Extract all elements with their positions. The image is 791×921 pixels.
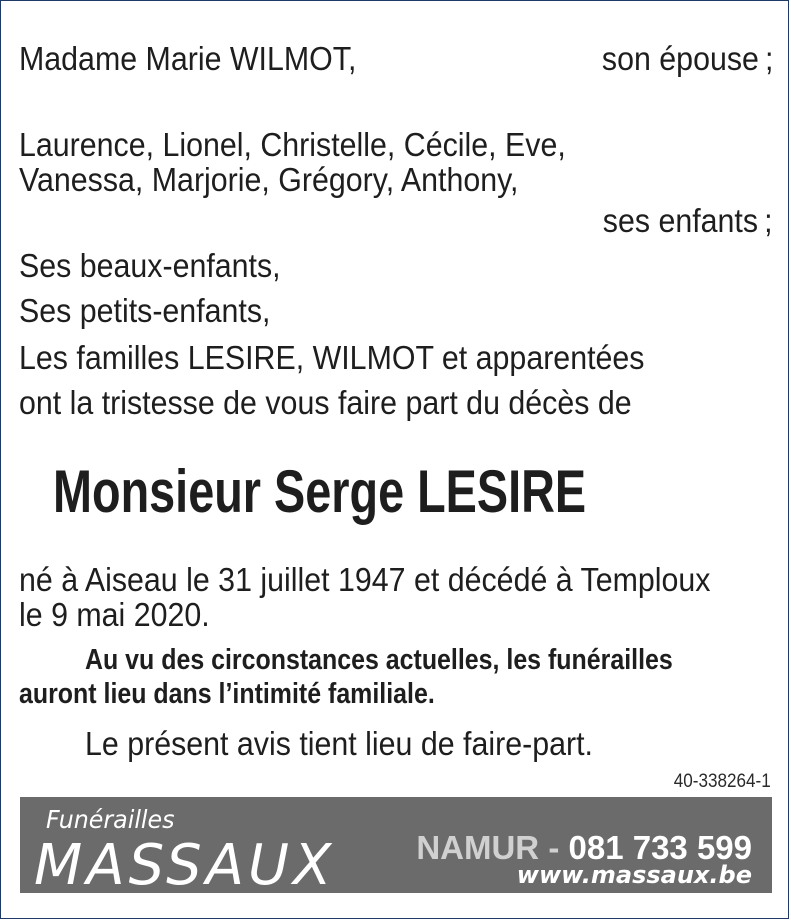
reference-number: 40-338264-1: [674, 771, 771, 792]
funeral-home-banner: [20, 797, 772, 898]
funeral-home-label: Funérailles: [46, 805, 175, 834]
contact-separator: -: [539, 829, 569, 866]
website-link[interactable]: www.massaux.be: [516, 861, 752, 889]
spouse-relation: son épouse ;: [601, 40, 773, 77]
petits-enfants-line: Ses petits-enfants,: [19, 292, 271, 329]
funeral-notice-line1: Au vu des circonstances actuelles, les funérailles: [85, 644, 673, 676]
city-name: NAMUR: [416, 829, 540, 866]
funeral-home-logo: MASSAUX: [34, 833, 336, 898]
children-names-line1: Laurence, Lionel, Christelle, Cécile, Eve,: [19, 126, 566, 163]
birth-death-line1: né à Aiseau le 31 juillet 1947 et décédé à Temploux: [19, 561, 711, 598]
beaux-enfants-line: Ses beaux-enfants,: [19, 247, 281, 284]
birth-death-line2: le 9 mai 2020.: [19, 596, 210, 633]
children-relation: ses enfants ;: [603, 202, 773, 239]
families-line: Les familles LESIRE, WILMOT et apparentées: [19, 339, 645, 376]
phone-number: 081 733 599: [568, 829, 752, 866]
tristesse-line: ont la tristesse de vous faire part du décès de: [19, 384, 632, 421]
avis-line: Le présent avis tient lieu de faire-part.: [85, 725, 593, 762]
funeral-notice-line2: auront lieu dans l’intimité familiale.: [19, 678, 435, 710]
deceased-name: Monsieur Serge LESIRE: [53, 458, 587, 525]
children-names-line2: Vanessa, Marjorie, Grégory, Anthony,: [19, 161, 519, 198]
funeral-home-contact: [416, 831, 752, 864]
spouse-name: Madame Marie WILMOT,: [19, 40, 357, 77]
